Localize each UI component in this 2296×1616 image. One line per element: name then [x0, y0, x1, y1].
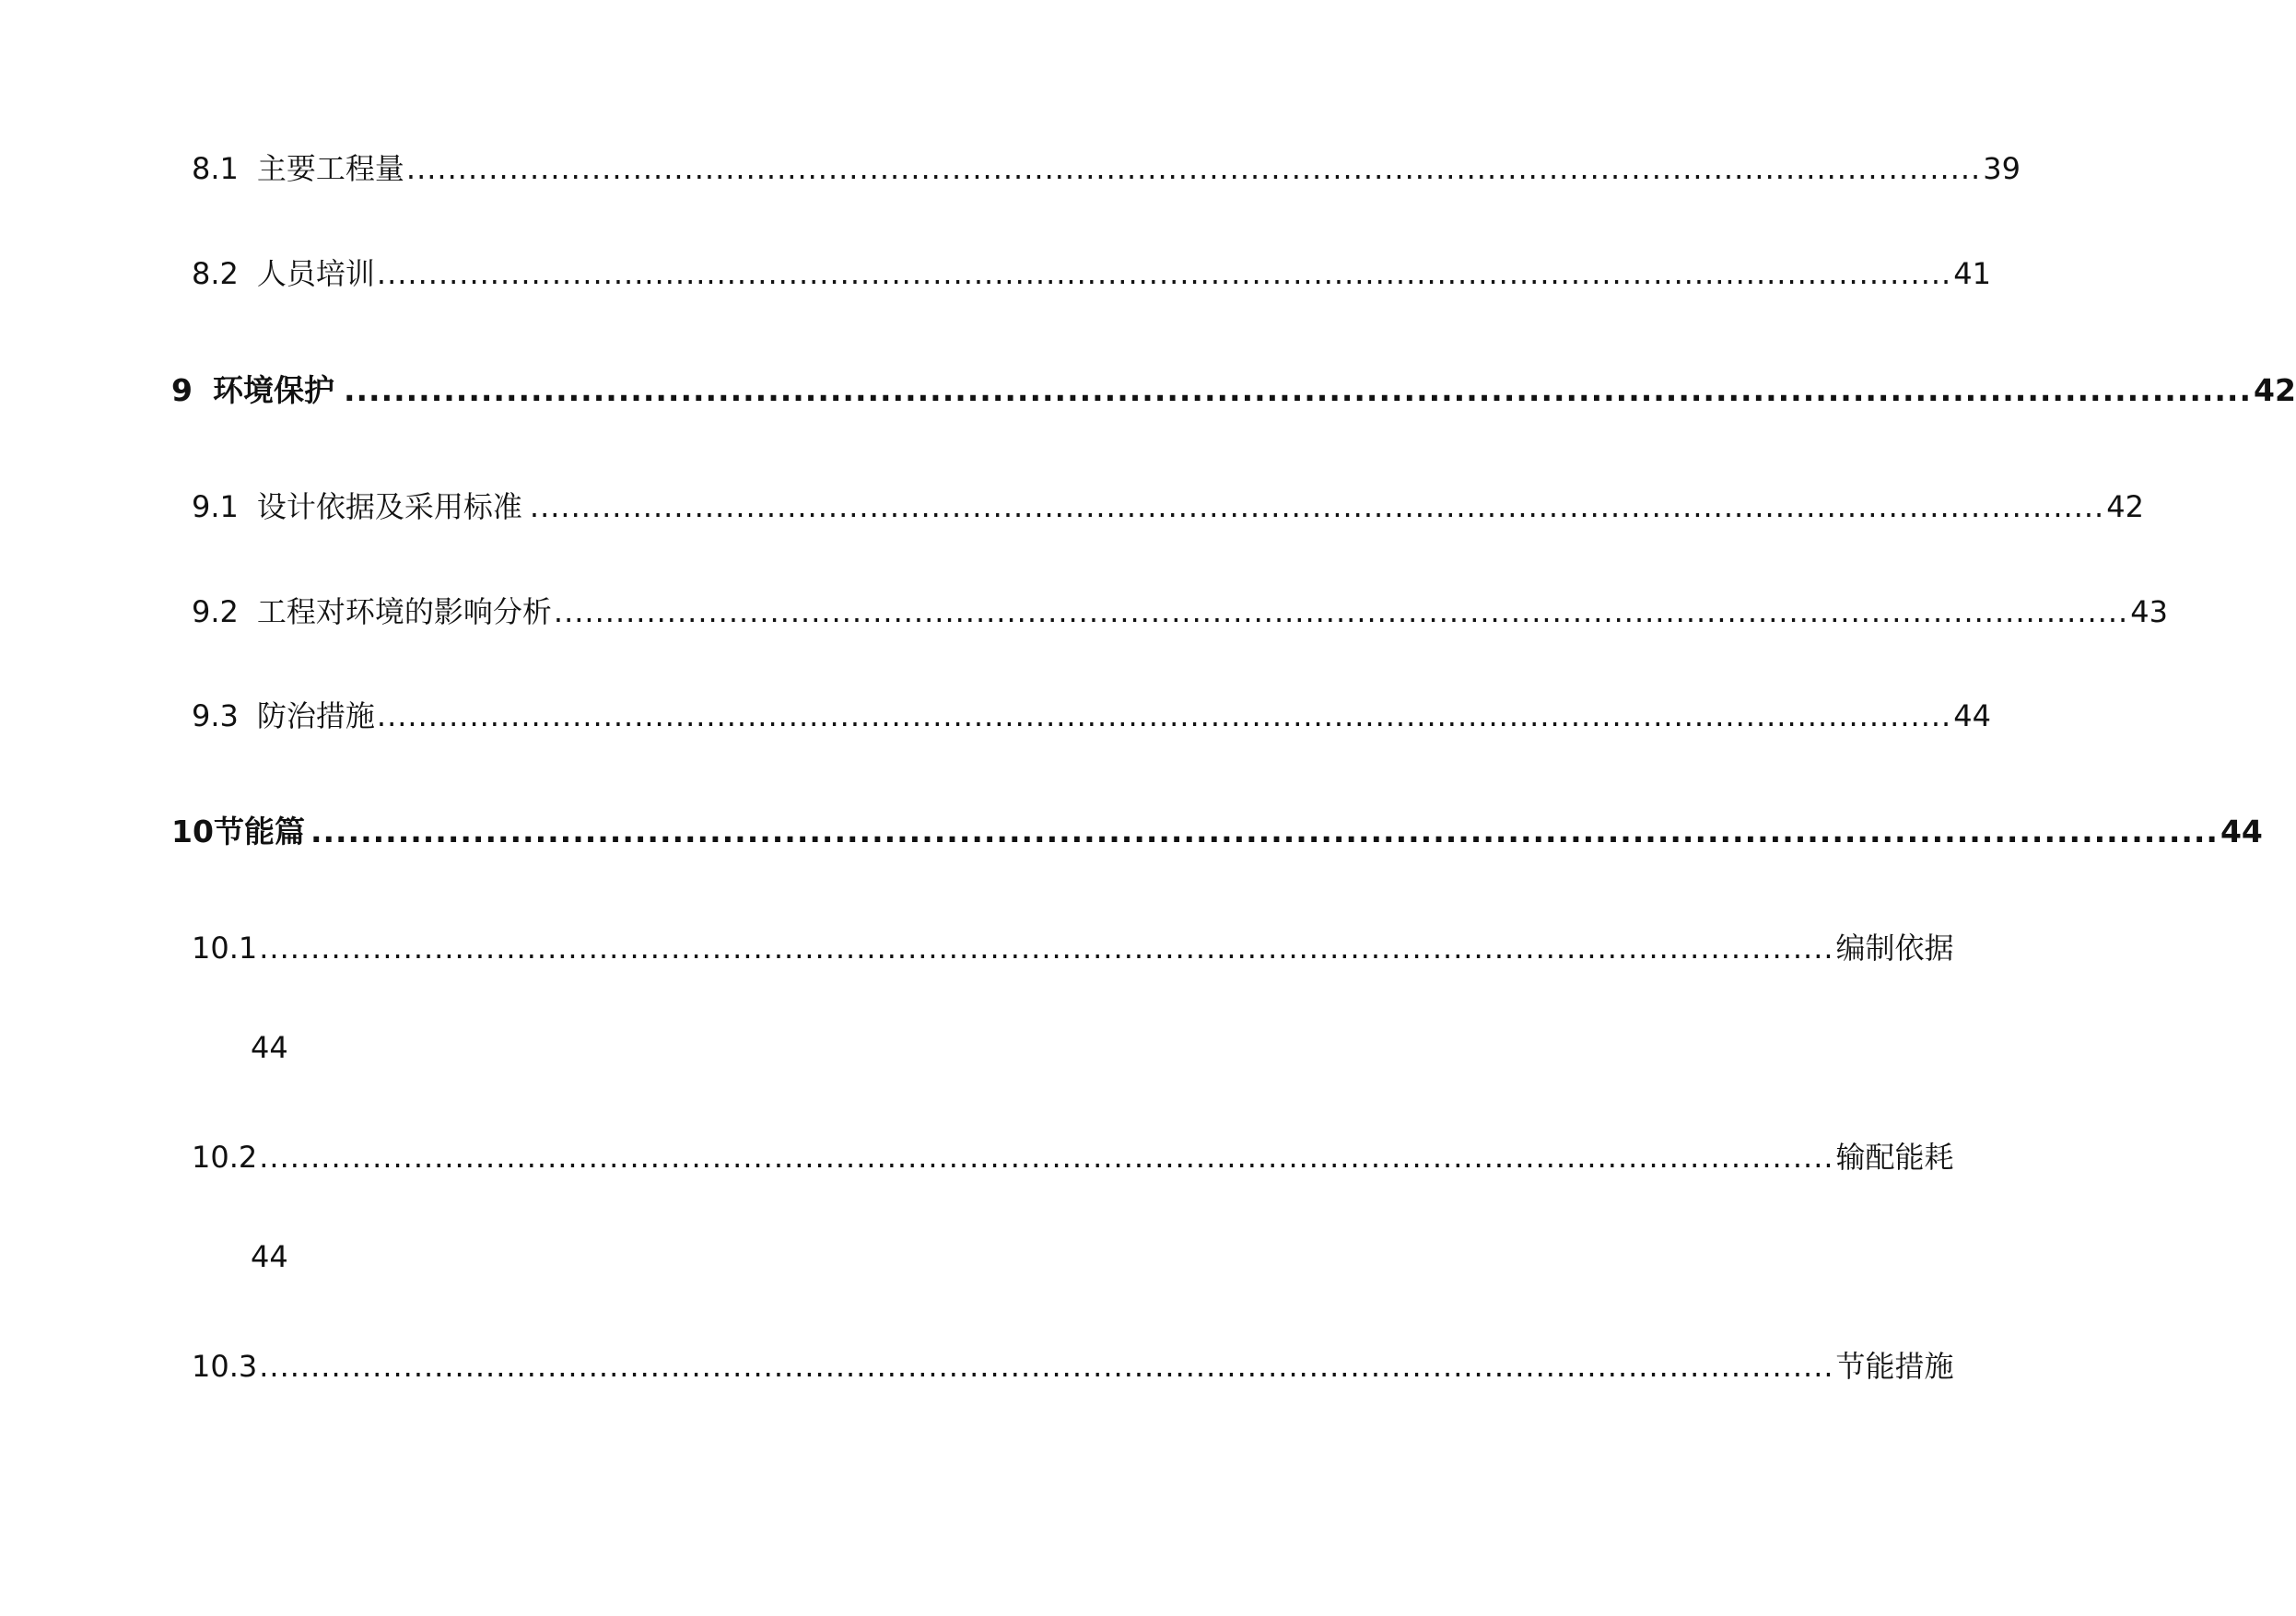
dot-leader: ......................................................................................................................................................... — [259, 1349, 1834, 1384]
dot-leader: ......................................................................................................................................................... — [259, 1140, 1834, 1175]
entry-number: 8.1 — [192, 151, 239, 186]
entry-title: 编制依据 — [1835, 931, 1954, 966]
entry-title: 人员培训 — [256, 256, 375, 291]
dot-leader: ......................................................................................................................................................... — [529, 489, 2105, 524]
dot-leader: ......................................................................................................................................................... — [376, 698, 1952, 733]
dot-leader: ......................................................................................................................................................... — [405, 151, 1982, 186]
toc-entry-9[interactable] — [171, 367, 2296, 410]
toc-entry-10-3[interactable] — [192, 1343, 1954, 1386]
entry-number: 10 — [171, 814, 214, 849]
entry-page-number: 39 — [1983, 151, 2021, 186]
dot-leader: ......................................................................................................................................................... — [376, 256, 1952, 291]
entry-page-number: 43 — [2130, 594, 2168, 629]
toc-entry-9-3[interactable] — [192, 693, 1991, 735]
entry-number: 8.2 — [192, 256, 239, 291]
entry-number: 10.2 — [192, 1140, 258, 1175]
entry-title: 输配能耗 — [1835, 1140, 1954, 1175]
toc-entry-10-2[interactable] — [192, 1134, 1954, 1177]
entry-page-number: 42 — [2254, 372, 2296, 408]
entry-page-number: 42 — [2106, 489, 2144, 524]
toc-entry-8-1[interactable] — [192, 146, 2021, 188]
entry-title: 环境保护 — [212, 372, 334, 408]
toc-entry-10-1[interactable] — [192, 925, 1954, 967]
entry-title: 防治措施 — [256, 698, 375, 733]
entry-title: 设计依据及采用标准 — [256, 489, 522, 524]
entry-page-number: 41 — [1953, 256, 1991, 291]
toc-entry-9-2[interactable] — [192, 589, 2168, 631]
entry-page-number: 44 — [251, 1239, 288, 1274]
entry-number: 10.3 — [192, 1349, 258, 1384]
entry-page-number: 44 — [2220, 814, 2263, 849]
entry-title: 工程对环境的影响分析 — [256, 594, 552, 629]
toc-entry-10[interactable] — [171, 808, 2263, 851]
entry-number: 9.1 — [192, 489, 239, 524]
entry-title: 节能篇 — [213, 814, 305, 849]
entry-number: 9 — [171, 372, 193, 408]
entry-title: 节能措施 — [1835, 1349, 1954, 1384]
dot-leader: ......................................................................................................................................................... — [343, 372, 2252, 408]
toc-entry-8-2[interactable] — [192, 251, 1991, 293]
toc-entry-9-1[interactable] — [192, 484, 2144, 526]
entry-number: 9.2 — [192, 594, 239, 629]
entry-page-number: 44 — [1953, 698, 1991, 733]
dot-leader: ......................................................................................................................................................... — [259, 931, 1834, 966]
entry-number: 9.3 — [192, 698, 239, 733]
dot-leader: ......................................................................................................................................................... — [310, 814, 2219, 849]
entry-page-number: 44 — [251, 1030, 288, 1065]
entry-title: 主要工程量 — [256, 151, 404, 186]
dot-leader: ......................................................................................................................................................... — [553, 594, 2129, 629]
entry-number: 10.1 — [192, 931, 258, 966]
